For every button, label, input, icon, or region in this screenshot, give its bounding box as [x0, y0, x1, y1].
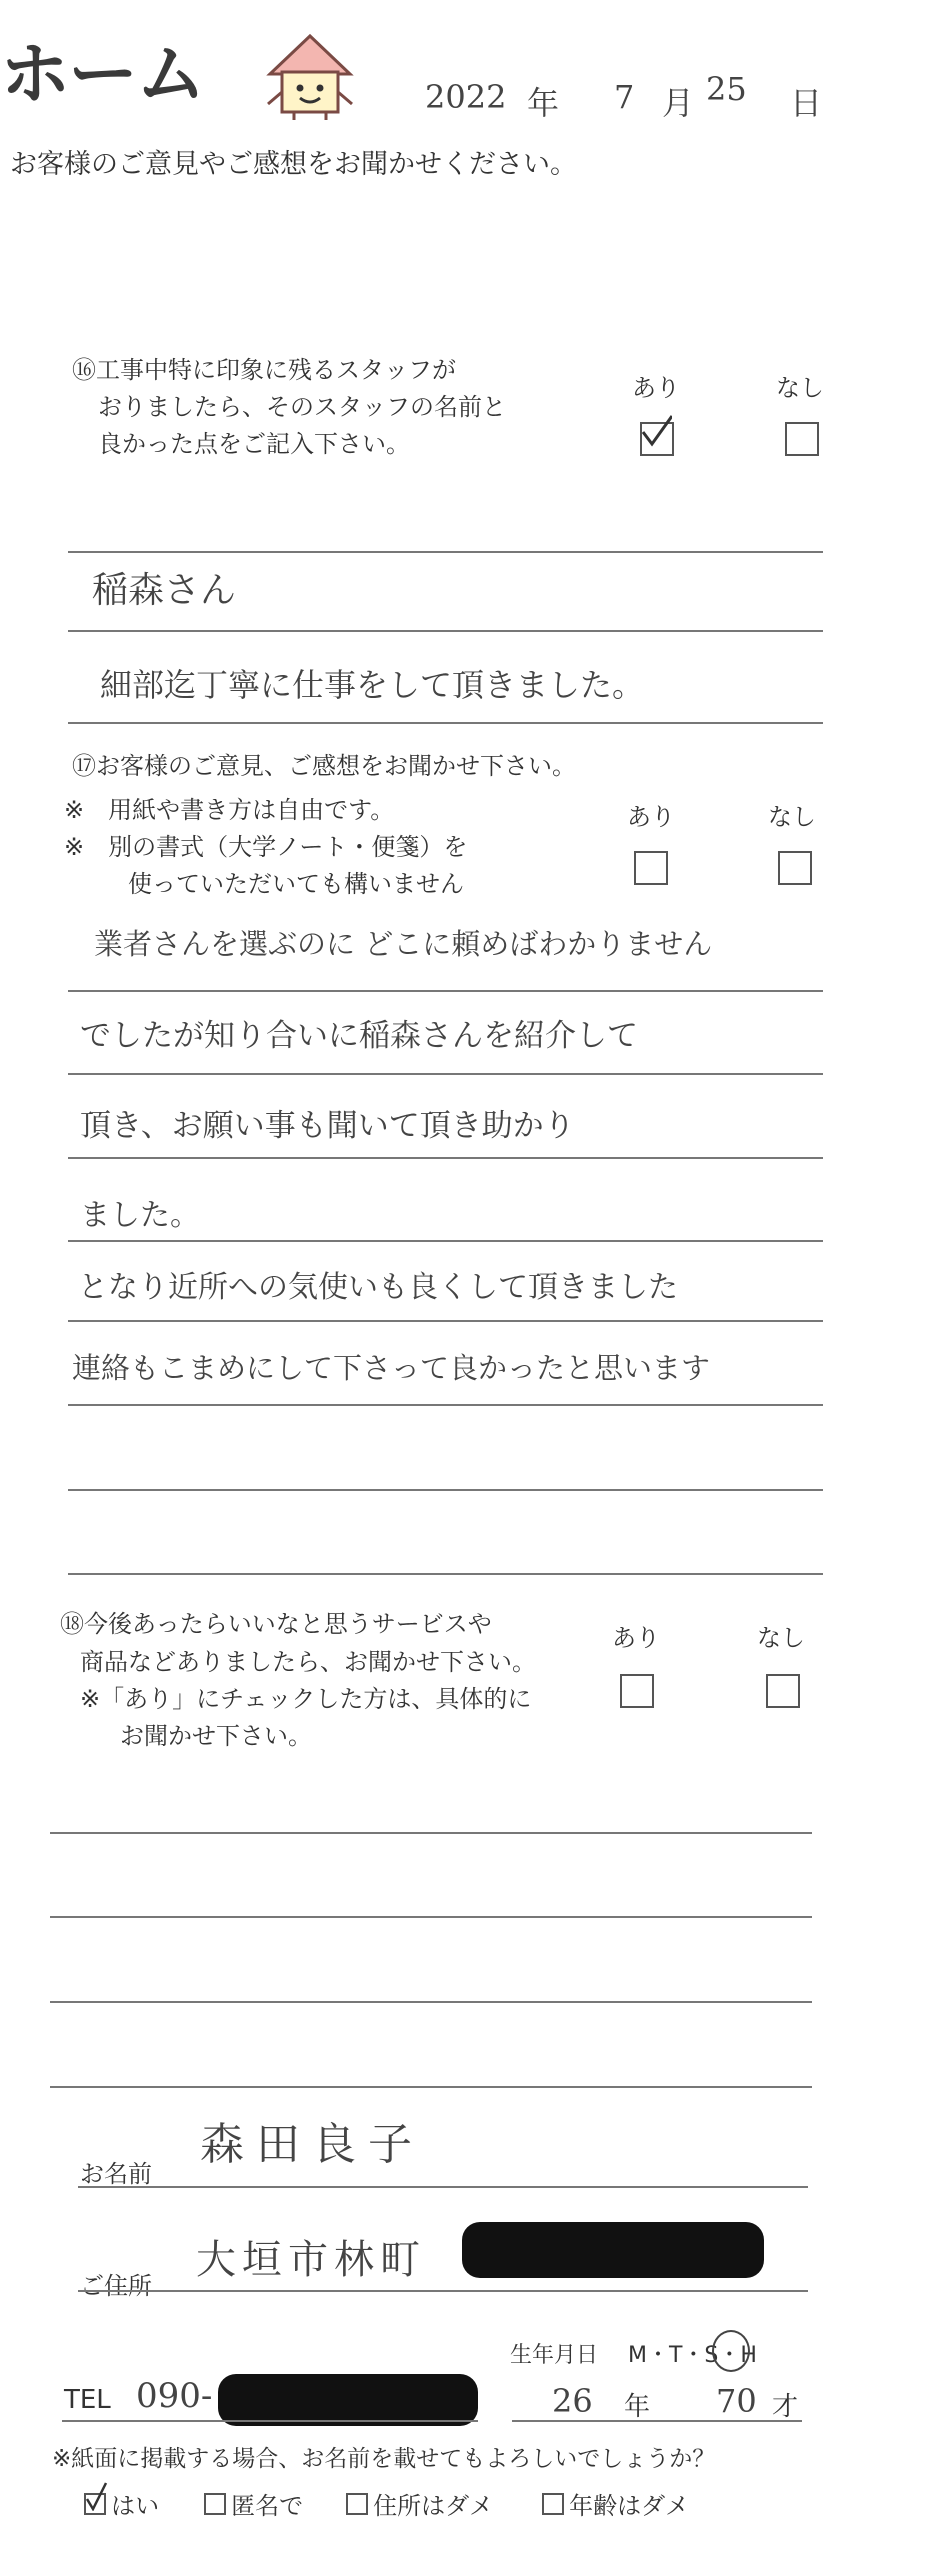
checkmark-icon: [638, 414, 672, 448]
q16-yes-checkbox[interactable]: [640, 422, 674, 456]
tel-label: TEL: [64, 2385, 111, 2415]
q16-line-2: おりましたら、そのスタッフの名前と: [98, 393, 506, 421]
q17-line-1: ⑰お客様のご意見、ご感想をお聞かせ下さい。: [72, 752, 576, 780]
tel-value: 090-: [136, 2376, 213, 2416]
era-options: M・T・S・H: [628, 2343, 757, 2368]
q16-answer-2: 細部迄丁寧に仕事をして頂きました。: [100, 666, 645, 704]
q16-line-3: 良かった点をご記入下さい。: [98, 430, 410, 458]
q18-no-label: なし: [757, 1624, 805, 1652]
era-circle-mark: [712, 2330, 750, 2372]
date-day: 25: [706, 70, 747, 108]
birth-year-unit: 年: [624, 2392, 651, 2422]
q16-answer-1: 稲森さん: [92, 570, 237, 611]
page-subtitle: お客様のご意見やご感想をお聞かせください。: [10, 149, 577, 180]
no-age-checkbox[interactable]: [542, 2493, 564, 2515]
name-value: 森田良子: [200, 2119, 424, 2170]
q17-answer-1: 業者さんを選ぶのに どこに頼めばわかりません: [94, 927, 713, 961]
anonymous-checkbox[interactable]: [204, 2493, 226, 2515]
date-day-unit: 日: [790, 84, 823, 122]
q17-line-3: ※ 別の書式（大学ノート・便箋）を: [64, 833, 468, 861]
q16-no-label: なし: [776, 374, 824, 402]
option-anonymous[interactable]: [204, 2486, 303, 2521]
brand-title: ホーム: [0, 33, 204, 115]
date-year: 2022: [425, 78, 507, 116]
option-label: 匿名で: [231, 2492, 304, 2520]
option-no-age[interactable]: [542, 2486, 689, 2521]
q17-line-4: 使っていただいても構いません: [128, 870, 464, 898]
date-month: 7: [614, 78, 635, 116]
q18-yes-label: あり: [612, 1624, 660, 1652]
hai-checkbox[interactable]: [84, 2493, 106, 2515]
q17-no-checkbox[interactable]: [778, 851, 812, 885]
q18-no-checkbox[interactable]: [766, 1674, 800, 1708]
publish-question: ※紙面に掲載する場合、お名前を載せてもよろしいでしょうか？: [52, 2446, 716, 2472]
q17-answer-6: 連絡もこまめにして下さって良かったと思います: [72, 1351, 711, 1385]
q17-line-2: ※ 用紙や書き方は自由です。: [64, 796, 395, 824]
birth-year: 26: [552, 2382, 593, 2420]
no-address-checkbox[interactable]: [346, 2493, 368, 2515]
q17-answer-4: ました。: [80, 1198, 200, 1233]
q16-no-checkbox[interactable]: [785, 422, 819, 456]
q18-line-3: ※「あり」にチェックした方は、具体的に: [80, 1685, 532, 1713]
q18-line-1: ⑱今後あったらいいなと思うサービスや: [60, 1610, 492, 1638]
option-no-address[interactable]: [346, 2486, 493, 2521]
name-label: お名前: [80, 2160, 152, 2188]
option-hai[interactable]: [84, 2486, 159, 2521]
q17-yes-label: あり: [627, 803, 675, 831]
q18-line-2: 商品などありましたら、お聞かせ下さい。: [80, 1648, 536, 1676]
option-label: 住所はダメ: [373, 2492, 494, 2520]
date-month-unit: 月: [662, 84, 695, 122]
option-label: 年齢はダメ: [569, 2492, 690, 2520]
address-value: 大垣市林町: [196, 2237, 426, 2283]
age-unit: 才: [772, 2392, 799, 2422]
q17-no-label: なし: [768, 803, 816, 831]
redaction-bar: [462, 2222, 764, 2278]
q18-yes-checkbox[interactable]: [620, 1674, 654, 1708]
redaction-bar: [218, 2374, 478, 2426]
q18-line-4: お聞かせ下さい。: [120, 1722, 312, 1750]
q17-answer-2: でしたが知り合いに稲森さんを紹介して: [80, 1018, 638, 1054]
q16-line-1: ⑯工事中特に印象に残るスタッフが: [72, 356, 456, 384]
house-mascot-icon: [262, 30, 358, 122]
birth-date-label: 生年月日: [510, 2343, 599, 2368]
q16-yes-label: あり: [632, 374, 680, 402]
q17-yes-checkbox[interactable]: [634, 851, 668, 885]
address-label: ご住所: [80, 2272, 152, 2300]
age-value: 70: [716, 2382, 757, 2420]
option-label: はい: [111, 2492, 160, 2520]
q17-answer-3: 頂き、お願い事も聞いて頂き助かり: [80, 1108, 575, 1144]
checkmark-icon: [84, 2481, 108, 2511]
q17-answer-5: となり近所への気使いも良くして頂きました: [78, 1270, 678, 1305]
date-year-unit: 年: [527, 84, 560, 122]
